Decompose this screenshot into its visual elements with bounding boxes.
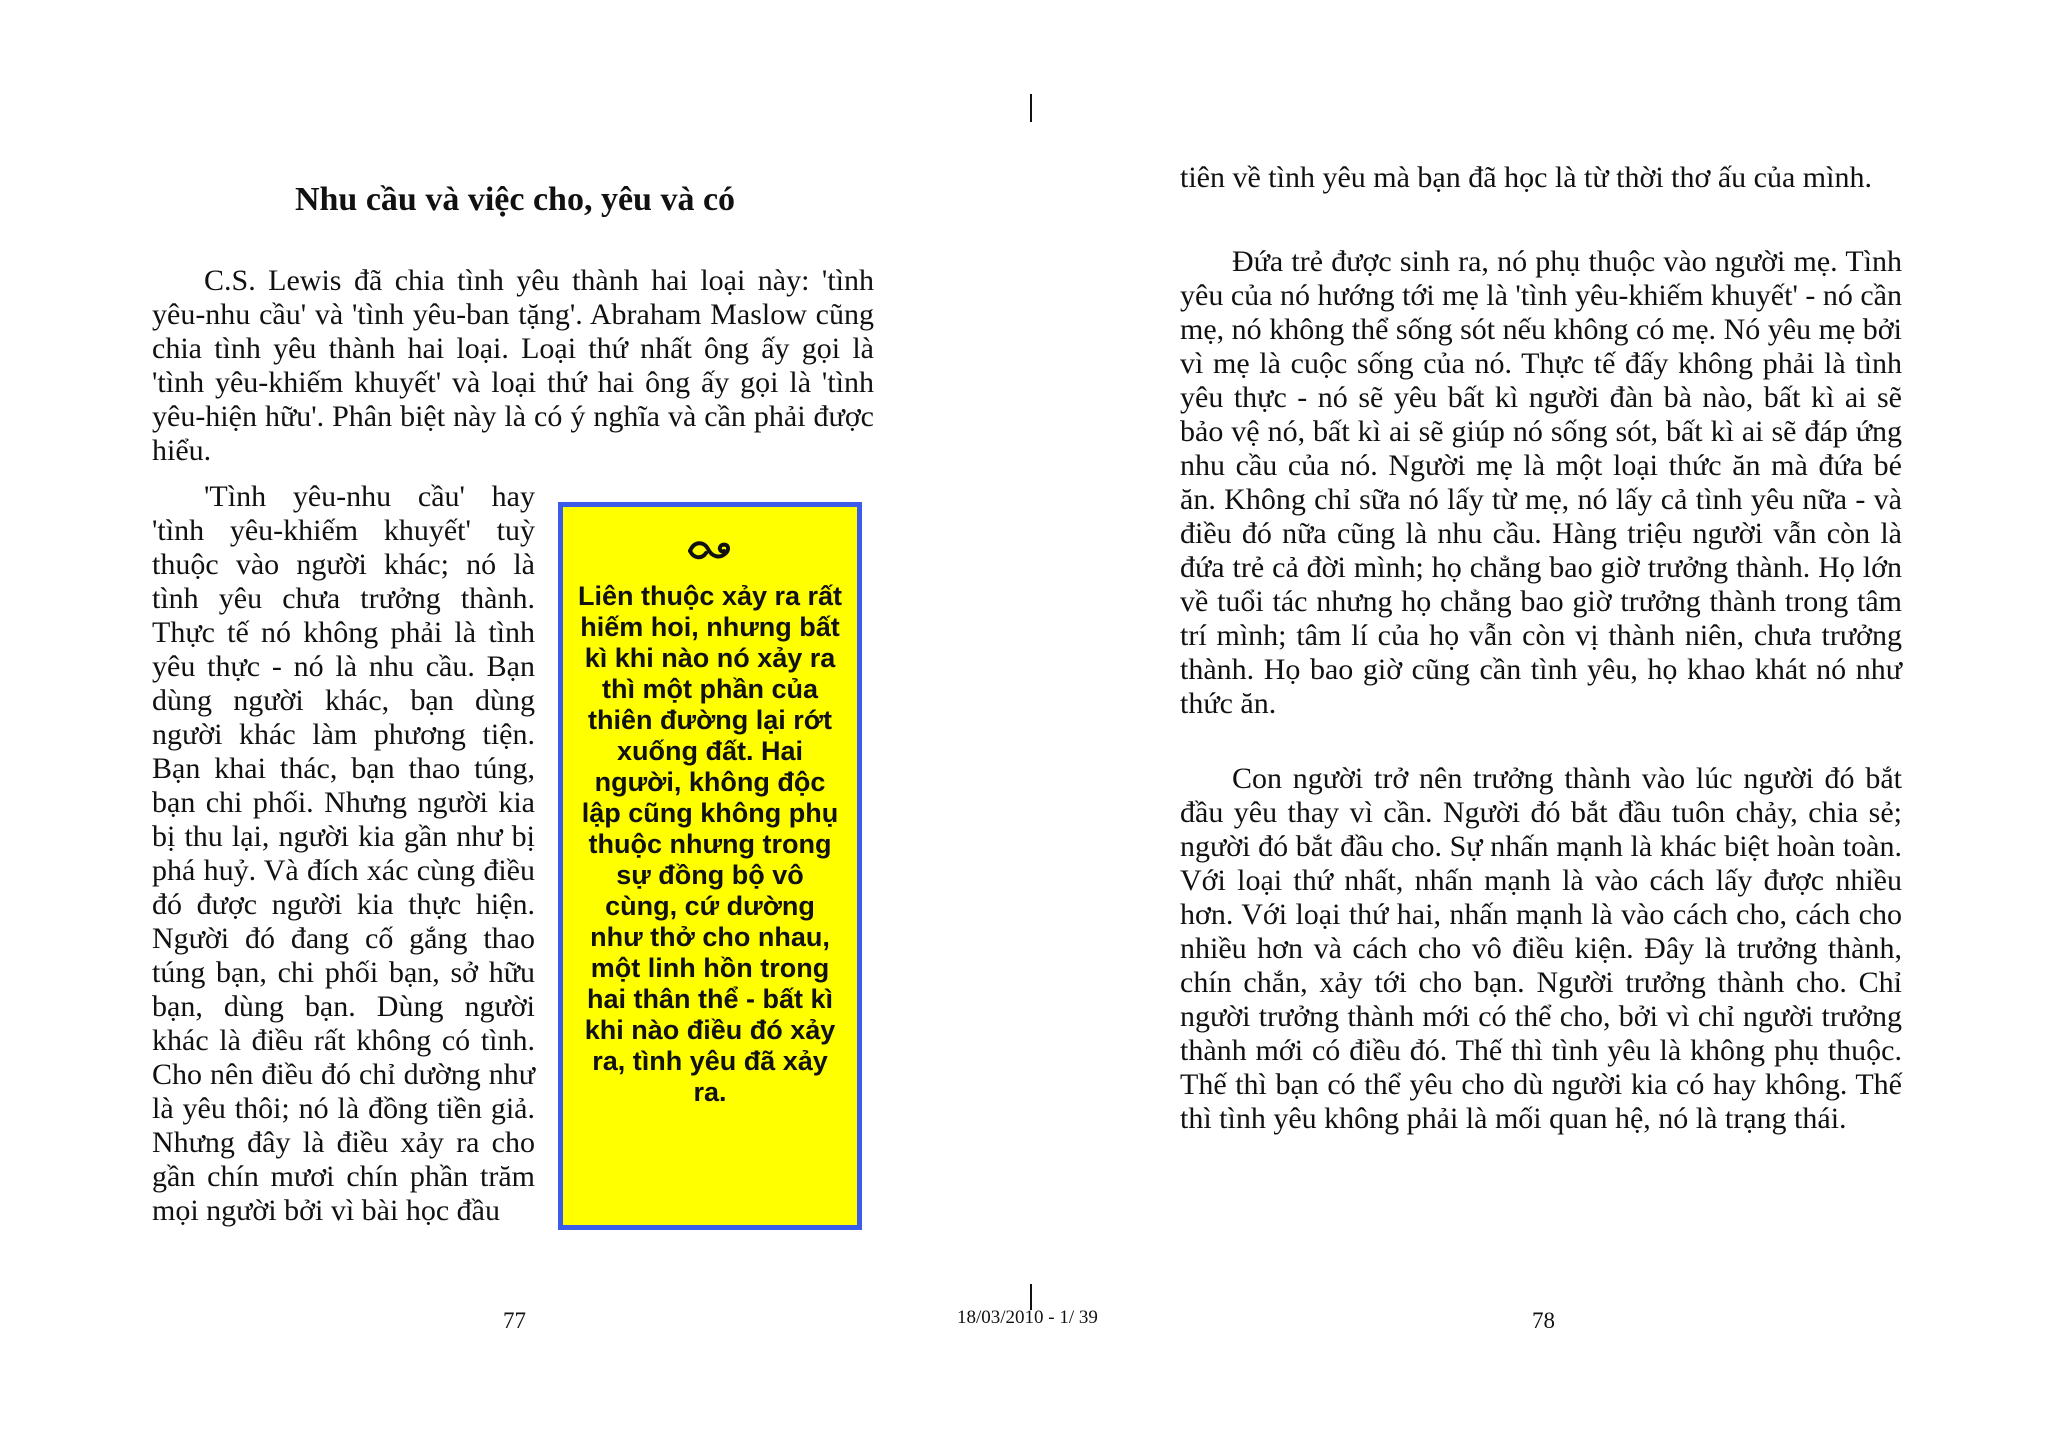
- chapter-title: Nhu cầu và việc cho, yêu và có: [294, 180, 736, 218]
- right-paragraph-3: Con người trở nên trưởng thành vào lúc người đó bắt đầu yêu thay vì cần. Người đó bắt đầu tuôn chảy, chia sẻ; người đó bắt đầu cho. Sự nhấn mạnh là khác biệt hoàn toàn. Với loại thứ nhất, nhấn mạnh là vào cách lấy được nhiều hơn. Với loại thứ hai, nhấn mạnh là vào cách cho, cách cho nhiều hơn và cách cho vô điều kiện. Đây là trưởng thành, chín chắn, xảy tới cho bạn. Người trưởng thành cho. Chỉ người trưởng thành mới có thể cho, bởi vì chỉ người trưởng thành mới có điều đó. Thế thì tình yêu là không phụ thuộc. Thế thì bạn có thể yêu cho dù người kia có hay không. Thế thì tình yêu không phải là mối quan hệ, nó là trạng thái.: [1180, 762, 1902, 1135]
- page-number-right: 78: [1532, 1308, 1555, 1333]
- footer-date: 18/03/2010 - 1/ 39: [957, 1307, 1098, 1328]
- left-paragraph-1: C.S. Lewis đã chia tình yêu thành hai loại này: 'tình yêu-nhu cầu' và 'tình yêu-ban tặng'. Abraham Maslow cũng chia tình yêu thành hai loại. Loại thứ nhất ông ấy gọi là 'tình yêu-khiếm khuyết' và loại thứ hai ông ấy gọi là 'tình yêu-hiện hữu'. Phân biệt này là có ý nghĩa và cần phải được hiểu.: [152, 264, 874, 467]
- page-number-left: 77: [503, 1308, 526, 1333]
- fleuron-ornament-icon: [686, 537, 734, 565]
- left-paragraph-2: 'Tình yêu-nhu cầu' hay 'tình yêu-khiếm khuyết' tuỳ thuộc vào người khác; nó là tình yêu chưa trưởng thành. Thực tế nó không phải là tình yêu thực - nó là nhu cầu. Bạn dùng người khác, bạn dùng người khác làm phương tiện. Bạn khai thác, bạn thao túng, bạn chi phối. Nhưng người kia bị thu lại, người kia gần như bị phá huỷ. Và đích xác cùng điều đó được người kia thực hiện. Người đó đang cố gắng thao túng bạn, chi phối bạn, sở hữu bạn, dùng bạn. Dùng người khác là điều rất không có tình. Cho nên điều đó chỉ dường như là yêu thôi; nó là đồng tiền giả. Nhưng đây là điều xảy ra cho gần chín mươi chín phần trăm mọi người bởi vì bài học đầu: [152, 480, 535, 1227]
- pull-quote-box: [558, 502, 862, 1230]
- pull-quote-text: Liên thuộc xảy ra rất hiếm hoi, nhưng bất kì khi nào nó xảy ra thì một phần của thiên đường lại rớt xuống đất. Hai người, không độc lập cũng không phụ thuộc nhưng trong sự đồng bộ vô cùng, cứ dường như thở cho nhau, một linh hồn trong hai thân thể - bất kì khi nào điều đó xảy ra, tình yêu đã xảy ra.: [577, 581, 843, 1107]
- center-divider-top: [1030, 94, 1032, 122]
- right-paragraph-2: Đứa trẻ được sinh ra, nó phụ thuộc vào người mẹ. Tình yêu của nó hướng tới mẹ là 'tình yêu-khiếm khuyết' - nó cần mẹ, nó không thể sống sót nếu không có mẹ. Nó yêu mẹ bởi vì mẹ là cuộc sống của nó. Thực tế đấy không phải là tình yêu thực - nó sẽ yêu bất kì người đàn bà nào, bất kì ai sẽ bảo vệ nó, bất kì ai sẽ giúp nó sống sót, bất kì ai sẽ đáp ứng nhu cầu của nó. Người mẹ là một loại thức ăn mà đứa bé ăn. Không chỉ sữa nó lấy từ mẹ, nó lấy cả tình yêu nữa - và điều đó nữa cũng là nhu cầu. Hàng triệu người vẫn còn là đứa trẻ cả đời mình; họ chẳng bao giờ trưởng thành. Họ lớn về tuổi tác nhưng họ chẳng bao giờ trưởng thành trong tâm trí mình; tâm lí của họ vẫn còn vị thành niên, chưa trưởng thành. Họ bao giờ cũng cần tình yêu, họ khao khát nó như thức ăn.: [1180, 245, 1902, 720]
- right-paragraph-1: tiên về tình yêu mà bạn đã học là từ thời thơ ấu của mình.: [1180, 161, 1872, 194]
